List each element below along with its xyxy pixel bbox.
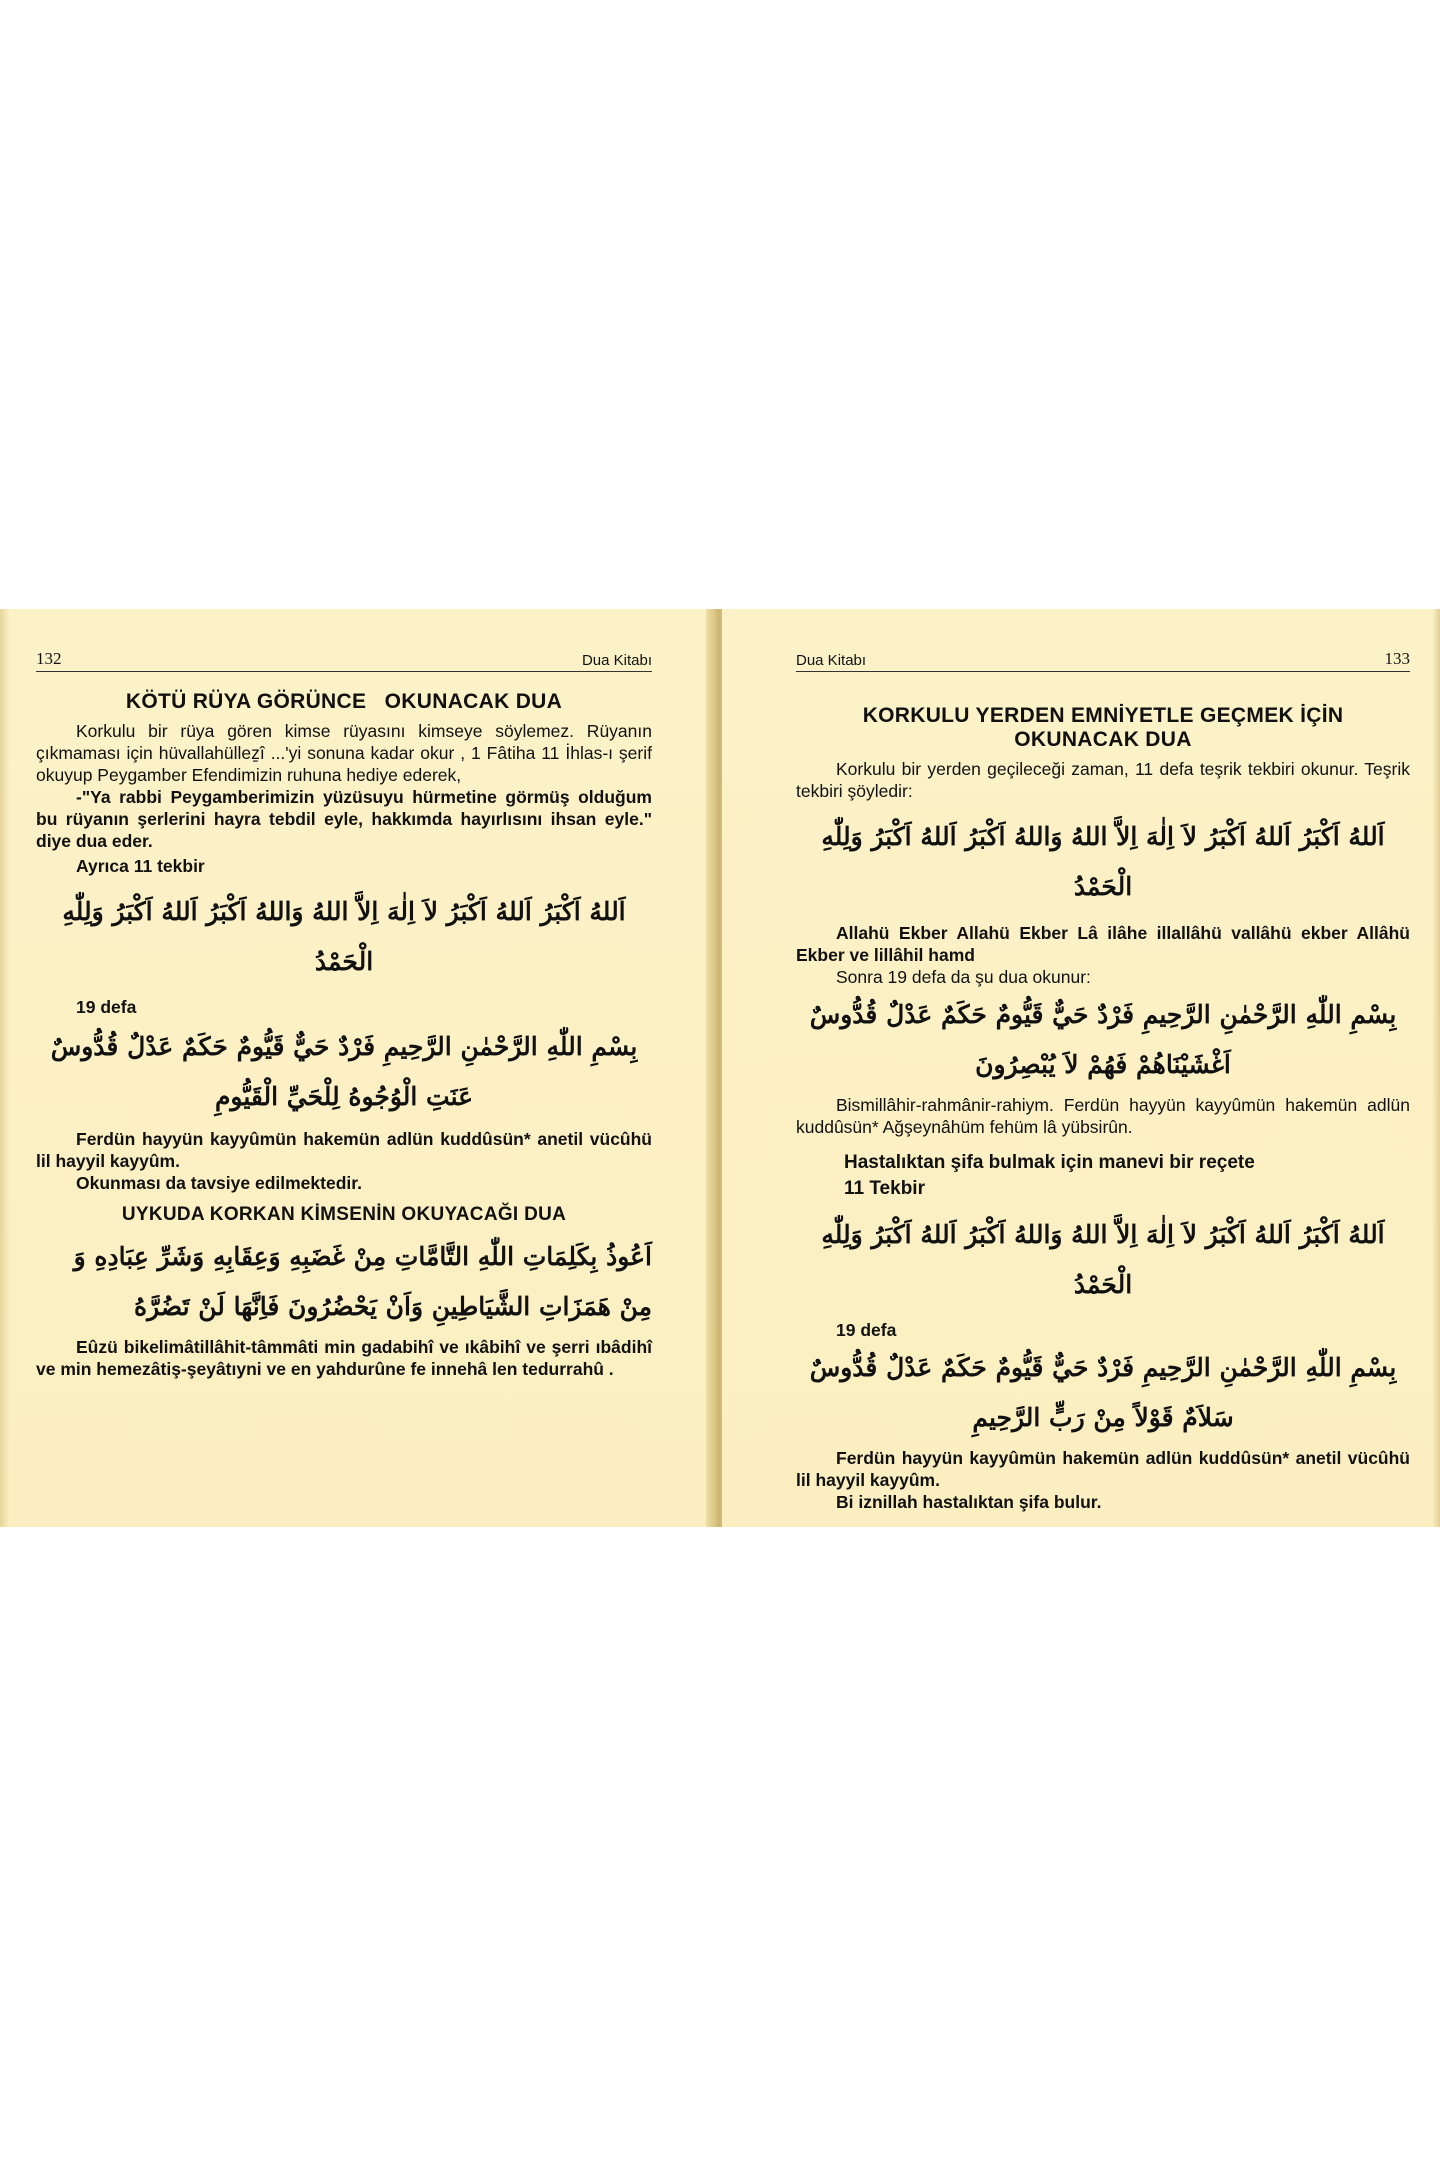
transliteration: Ferdün hayyün kayyûmün hakemün adlün kuddûsün* anetil vücûhü lil hayyil kayyûm. <box>36 1129 652 1171</box>
arabic-euzu-line-2: مِنْ هَمَزَاتِ الشَّيَاطِينِ وَاَنْ يَحْضُرُونَ فَاِنَّهَا لَنْ تَضُرَّهُ <box>134 1292 652 1321</box>
then-text: Sonra 19 defa da şu dua okunur: <box>836 967 1091 987</box>
arabic-tekbir: اَللهُ اَكْبَرُ اَللهُ اَكْبَرُ لاَ اِلٰهَ اِلاَّ اللهُ وَاللهُ اَكْبَرُ اَللهُ اَكْبَرُ وَلِلّٰهِ الْحَمْدُ <box>62 897 626 976</box>
running-title: Dua Kitabı <box>796 652 867 669</box>
right-page-content <box>796 649 1410 1513</box>
intro-paragraph: Korkulu bir yerden geçileceği zaman, 11 defa teşrik tekbiri okunur. Teşrik tekbiri şöyledir: <box>796 759 1410 801</box>
arabic-tekbir: اَللهُ اَكْبَرُ اَللهُ اَكْبَرُ لاَ اِلٰهَ اِلاَّ اللهُ وَاللهُ اَكْبَرُ اَللهُ اَكْبَرُ وَلِلّٰهِ الْحَمْدُ <box>821 822 1385 901</box>
book-spread <box>0 609 1440 1527</box>
section-title: KÖTÜ RÜYA GÖRÜNCE OKUNACAK DUA <box>125 690 563 713</box>
running-head <box>36 649 652 672</box>
intro-paragraph: Korkulu bir rüya gören kimse rüyasını kimseye söylemez. Rüyanın çıkmaması için hüvallahülleẕî ...'yi sonuna kadar okur , 1 Fâtiha 11 İhlas-ı şerif okuyup Peygamber Efendimizin ruhuna hediye ederek, <box>36 721 652 785</box>
arabic-selam: سَلاَمٌ قَوْلاً مِنْ رَبٍّ الرَّحِيمِ <box>972 1403 1234 1432</box>
page-number: 133 <box>1384 649 1410 668</box>
prayer-paragraph: -"Ya rabbi Peygamberimizin yüzüsuyu hürmetine görmüş olduğum bu rüyanın şerlerini hayra tebdil eyle, hakkımda hayırlısını ihsan eyle." diye dua eder. <box>36 787 652 851</box>
left-page-content <box>36 649 652 1380</box>
arabic-besmele-line-3: بِسْمِ اللّٰهِ الرَّحْمٰنِ الرَّحِيمِ فَرْدٌ حَيٌّ قَيُّومٌ حَكَمٌ عَدْلٌ قُدُّوسٌ <box>809 1353 1397 1382</box>
running-title: Dua Kitabı <box>581 652 652 669</box>
arabic-besmele-line-1: بِسْمِ اللّٰهِ الرَّحْمٰنِ الرَّحِيمِ فَرْدٌ حَيٌّ قَيُّومٌ حَكَمٌ عَدْلٌ قُدُّوسٌ <box>50 1032 638 1061</box>
tekbir-transliteration: Allahü Ekber Allahü Ekber Lâ ilâhe illallâhü vallâhü ekber Allâhü Ekber ve lillâhil hamd <box>796 923 1410 965</box>
left-page <box>0 609 716 1527</box>
section-title-line-1: KORKULU YERDEN EMNİYETLE GEÇMEK İÇİN <box>862 704 1344 727</box>
recipe-heading: Hastalıktan şifa bulmak için manevi bir reçete <box>844 1152 1255 1173</box>
transliteration: Bismillâhir-rahmânir-rahiym. Ferdün hayyün kayyûmün hakemün adlün kuddûsün* Ağşeynâhüm fehüm lâ yübsirûn. <box>796 1095 1410 1137</box>
tekbir-label: Ayrıca 11 tekbir <box>76 856 205 876</box>
advice-text: Okunması da tavsiye edilmektedir. <box>76 1173 362 1193</box>
arabic-besmele-line-2: اَغْشَيْنَاهُمْ فَهُمْ لاَ يُبْصِرُونَ <box>975 1050 1231 1079</box>
defa-label: 19 defa <box>836 1320 897 1340</box>
closing-text: Bi iznillah hastalıktan şifa bulur. <box>836 1492 1102 1512</box>
arabic-besmele-line-2: عَنَتِ الْوُجُوهُ لِلْحَيِّ الْقَيُّومِ <box>214 1082 474 1111</box>
section-title-line-2: OKUNACAK DUA <box>1014 728 1192 751</box>
arabic-besmele-line-1: بِسْمِ اللّٰهِ الرَّحْمٰنِ الرَّحِيمِ فَرْدٌ حَيٌّ قَيُّومٌ حَكَمٌ عَدْلٌ قُدُّوسٌ <box>809 1000 1397 1029</box>
tekbir-label: 11 Tekbir <box>844 1178 925 1199</box>
defa-label: 19 defa <box>76 997 137 1017</box>
arabic-tekbir-2: اَللهُ اَكْبَرُ اَللهُ اَكْبَرُ لاَ اِلٰهَ اِلاَّ اللهُ وَاللهُ اَكْبَرُ اَللهُ اَكْبَرُ وَلِلّٰهِ الْحَمْدُ <box>821 1220 1385 1299</box>
section-title-2: UYKUDA KORKAN KİMSENİN OKUYACAĞI DUA <box>121 1204 567 1225</box>
page-edge-shadow <box>1432 609 1440 1527</box>
right-page <box>722 609 1440 1527</box>
arabic-euzu-line-1: اَعُوذُ بِكَلِمَاتِ اللّٰهِ التَّامَّاتِ مِنْ غَضَبِهِ وَعِقَابِهِ وَشَرِّ عِبَادِهِ وَ <box>73 1242 652 1271</box>
page-edge-shadow <box>0 609 10 1527</box>
page-number: 132 <box>36 649 62 668</box>
euzu-transliteration: Eûzü bikelimâtillâhit-tâmmâti min gadabihî ve ıkâbihî ve şerri ıbâdihî ve min hemezâtiş-şeyâtıyni ve en yahdurûne fe innehâ len tedurrahû . <box>36 1337 652 1379</box>
running-head <box>796 649 1410 672</box>
transliteration-2: Ferdün hayyün kayyûmün hakemün adlün kuddûsün* anetil vücûhü lil hayyil kayyûm. <box>796 1448 1410 1490</box>
